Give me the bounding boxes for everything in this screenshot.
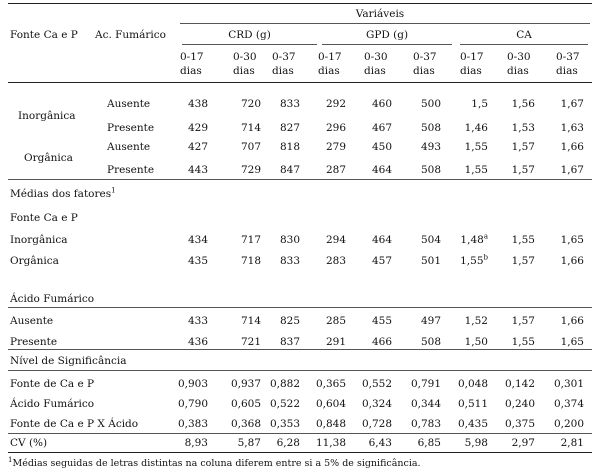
table-cell: 0,383 [177, 418, 208, 430]
table-cell: 287 [325, 164, 346, 176]
table-cell: 0,903 [177, 378, 208, 390]
table-cell: 294 [325, 234, 346, 246]
period-header: 0-17 dias [180, 51, 204, 77]
table-cell: 0,240 [504, 398, 535, 410]
significance-row-label: Fonte de Ca e P [10, 378, 95, 390]
table-cell: 436 [187, 336, 208, 348]
top-rule [8, 3, 592, 4]
means-row-label: Orgânica [10, 255, 59, 267]
group-ca: CA [516, 29, 532, 41]
table-cell: 0,353 [269, 418, 300, 430]
table-cell: 729 [240, 164, 261, 176]
means-row-label: Inorgânica [10, 234, 68, 246]
table-cell: 457 [371, 255, 392, 267]
table-cell: 6,85 [417, 437, 441, 449]
period-header: 0-17 dias [460, 51, 484, 77]
table-cell: 435 [187, 255, 208, 267]
significancia-rule [8, 370, 592, 371]
period-header: 0-17 dias [318, 51, 342, 77]
cv-label: CV (%) [10, 437, 48, 449]
table-cell: 1,65 [560, 336, 584, 348]
table-cell: 0,511 [457, 398, 488, 410]
table-cell: 11,38 [315, 437, 346, 449]
table-cell: 508 [420, 164, 441, 176]
table-cell: 460 [371, 98, 392, 110]
acido-rule [8, 307, 592, 308]
header-fonte: Fonte Ca e P [10, 29, 78, 41]
table-cell: 1,55$^b$ [460, 253, 488, 267]
table-cell: 0,604 [315, 398, 346, 410]
period-header: 0-30 dias [364, 51, 388, 77]
acido-label: Ausente [107, 98, 151, 110]
acido-subtitle: Ácido Fumárico [10, 293, 95, 305]
table-cell: 0,783 [410, 418, 441, 430]
gpd-rule [322, 44, 452, 45]
header-variaveis: Variáveis [355, 8, 405, 20]
medias-title: Médias dos fatores$^1$ [10, 186, 116, 200]
table-cell: 2,81 [560, 437, 584, 449]
variaveis-rule [180, 23, 590, 24]
bottom-rule [8, 452, 592, 453]
table-cell: 714 [240, 315, 261, 327]
section-rule-medias [8, 179, 592, 180]
table-cell: 466 [371, 336, 392, 348]
table-cell: 5,87 [237, 437, 261, 449]
table-cell: 1,66 [560, 255, 584, 267]
group-crd: CRD (g) [228, 29, 271, 41]
table-cell: 497 [420, 315, 441, 327]
table-cell: 0,522 [269, 398, 300, 410]
table-cell: 5,98 [464, 437, 488, 449]
acido-label: Presente [107, 122, 155, 134]
table-cell: 501 [420, 255, 441, 267]
table-cell: 1,53 [511, 122, 535, 134]
table-cell: 1,56 [511, 98, 535, 110]
table-cell: 830 [279, 234, 300, 246]
table-cell: 504 [420, 234, 441, 246]
table-cell: 721 [240, 336, 261, 348]
table-cell: 720 [240, 98, 261, 110]
significance-row-label: Fonte de Ca e P X Ácido [10, 418, 139, 430]
table-cell: 2,97 [511, 437, 535, 449]
table-cell: 6,28 [276, 437, 300, 449]
table-cell: 427 [187, 141, 208, 153]
table-cell: 1,57 [511, 164, 535, 176]
table-cell: 508 [420, 336, 441, 348]
fonte-subtitle: Fonte Ca e P [10, 212, 78, 224]
table-cell: 434 [187, 234, 208, 246]
table-cell: 833 [279, 255, 300, 267]
table-cell: 1,50 [464, 336, 488, 348]
table-cell: 0,728 [361, 418, 392, 430]
footnote: $^1$Médias seguidas de letras distintas na coluna diferem entre si a 5% de significância. [8, 455, 421, 469]
table-cell: 1,65 [560, 234, 584, 246]
table-cell: 0,048 [457, 378, 488, 390]
table-cell: 0,552 [361, 378, 392, 390]
table-cell: 847 [279, 164, 300, 176]
table-cell: 1,5 [471, 98, 488, 110]
crd-rule [182, 44, 317, 45]
means-row-label: Presente [10, 336, 58, 348]
period-header: 0-37 dias [413, 51, 437, 77]
table-cell: 0,605 [230, 398, 261, 410]
table-cell: 714 [240, 122, 261, 134]
significance-row-label: Ácido Fumárico [10, 398, 95, 410]
table-cell: 707 [240, 141, 261, 153]
table-cell: 464 [371, 234, 392, 246]
table-cell: 450 [371, 141, 392, 153]
acido-label: Ausente [107, 141, 151, 153]
table-cell: 837 [279, 336, 300, 348]
table-cell: 1,55 [511, 336, 535, 348]
table-cell: 0,368 [230, 418, 261, 430]
table-cell: 0,882 [269, 378, 300, 390]
section-rule-significancia [8, 349, 592, 350]
table-cell: 291 [325, 336, 346, 348]
table-cell: 1,48$^a$ [460, 232, 488, 246]
table-cell: 0,324 [361, 398, 392, 410]
table-cell: 1,66 [560, 315, 584, 327]
cv-top-rule [8, 433, 592, 434]
table-cell: 1,55 [464, 141, 488, 153]
header-bottom-rule [8, 82, 592, 83]
table-cell: 825 [279, 315, 300, 327]
table-cell: 1,57 [511, 141, 535, 153]
table-cell: 0,375 [504, 418, 535, 430]
table-cell: 438 [187, 98, 208, 110]
fonte-label-inorganica: Inorgânica [18, 110, 76, 122]
table-cell: 283 [325, 255, 346, 267]
table-cell: 1,52 [464, 315, 488, 327]
acido-label: Presente [107, 164, 155, 176]
table-cell: 0,790 [177, 398, 208, 410]
table-cell: 0,344 [410, 398, 441, 410]
table-cell: 493 [420, 141, 441, 153]
table-cell: 1,55 [464, 164, 488, 176]
period-header: 0-37 dias [272, 51, 296, 77]
table-cell: 0,374 [553, 398, 584, 410]
table-cell: 1,46 [464, 122, 488, 134]
table-cell: 0,937 [230, 378, 261, 390]
table-cell: 285 [325, 315, 346, 327]
table-cell: 296 [325, 122, 346, 134]
period-header: 0-30 dias [233, 51, 257, 77]
ca-rule [460, 44, 588, 45]
fonte-label-organica: Orgânica [24, 152, 73, 164]
table-cell: 0,848 [315, 418, 346, 430]
table-cell: 0,200 [553, 418, 584, 430]
table-cell: 718 [240, 255, 261, 267]
table-cell: 1,66 [560, 141, 584, 153]
table-cell: 0,435 [457, 418, 488, 430]
table-cell: 455 [371, 315, 392, 327]
table-cell: 467 [371, 122, 392, 134]
table-cell: 500 [420, 98, 441, 110]
table-cell: 1,63 [560, 122, 584, 134]
table-cell: 1,57 [511, 315, 535, 327]
period-header: 0-30 dias [507, 51, 531, 77]
table-cell: 6,43 [368, 437, 392, 449]
table-cell: 0,365 [315, 378, 346, 390]
table-cell: 1,55 [511, 234, 535, 246]
table-cell: 292 [325, 98, 346, 110]
table-cell: 464 [371, 164, 392, 176]
table-cell: 8,93 [184, 437, 208, 449]
table-cell: 717 [240, 234, 261, 246]
table-cell: 1,67 [560, 164, 584, 176]
table-cell: 429 [187, 122, 208, 134]
header-acido: Ac. Fumárico [95, 29, 166, 41]
table-cell: 443 [187, 164, 208, 176]
group-gpd: GPD (g) [365, 29, 409, 41]
means-row-label: Ausente [10, 315, 54, 327]
table-cell: 508 [420, 122, 441, 134]
table-cell: 0,301 [553, 378, 584, 390]
table-cell: 1,57 [511, 255, 535, 267]
table-cell: 818 [279, 141, 300, 153]
table-cell: 827 [279, 122, 300, 134]
period-header: 0-37 dias [556, 51, 580, 77]
significancia-title: Nível de Significância [10, 355, 127, 367]
table-cell: 279 [325, 141, 346, 153]
table-cell: 0,791 [410, 378, 441, 390]
table-cell: 0,142 [504, 378, 535, 390]
table-cell: 433 [187, 315, 208, 327]
table-cell: 833 [279, 98, 300, 110]
table-cell: 1,67 [560, 98, 584, 110]
